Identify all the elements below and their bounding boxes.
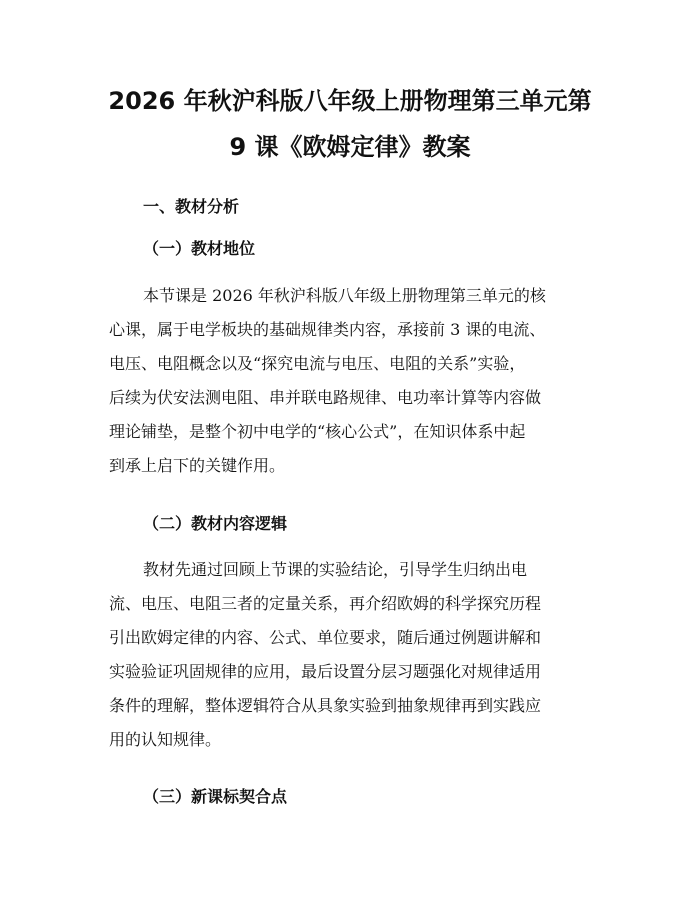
subsection-heading-curriculum-alignment: （三）新课标契合点: [143, 787, 288, 806]
document-title-line-1: 2026 年秋沪科版八年级上册物理第三单元第: [108, 87, 592, 115]
paragraph-line: 教材先通过回顾上节课的实验结论，引导学生归纳出电: [143, 560, 528, 579]
paragraph-line: 到承上启下的关键作用。: [109, 456, 286, 475]
subsection-heading-content-logic: （二）教材内容逻辑: [143, 514, 288, 533]
paragraph-line: 理论铺垫，是整个初中电学的“核心公式”，在知识体系中起: [109, 422, 526, 441]
paragraph-line: 流、电压、电阻三者的定量关系，再介绍欧姆的科学探究历程: [109, 594, 542, 613]
paragraph-line: 条件的理解，整体逻辑符合从具象实验到抽象规律再到实践应: [109, 696, 542, 715]
paragraph-line: 引出欧姆定律的内容、公式、单位要求，随后通过例题讲解和: [109, 628, 542, 647]
paragraph-textbook-position: [109, 279, 599, 483]
paragraph-content-logic: [109, 553, 599, 757]
section-heading-textbook-analysis: 一、教材分析: [143, 197, 240, 216]
paragraph-line: 心课，属于电学板块的基础规律类内容，承接前 3 课的电流、: [109, 320, 546, 339]
paragraph-line: 实验验证巩固规律的应用，最后设置分层习题强化对规律适用: [109, 662, 542, 681]
paragraph-line: 电压、电阻概念以及“探究电流与电压、电阻的关系”实验，: [109, 354, 526, 373]
paragraph-line: 用的认知规律。: [109, 730, 222, 749]
paragraph-line: 后续为伏安法测电阻、串并联电路规律、电功率计算等内容做: [109, 388, 542, 407]
document-title-line-2: 9 课《欧姆定律》教案: [229, 133, 471, 161]
paragraph-line: 本节课是 2026 年秋沪科版八年级上册物理第三单元的核: [143, 286, 546, 305]
subsection-heading-textbook-position: （一）教材地位: [143, 239, 256, 258]
